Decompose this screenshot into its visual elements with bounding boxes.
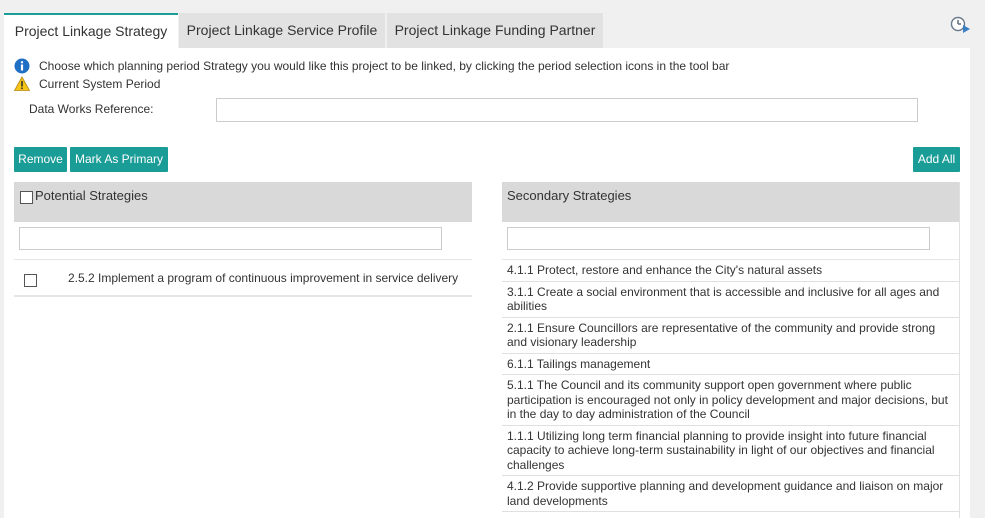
info-message xyxy=(14,58,729,74)
list-item[interactable]: 2.1.1 Ensure Councillors are representative of the community and provide strong and visionary leadership xyxy=(502,318,959,354)
secondary-filter-input[interactable] xyxy=(507,227,930,250)
list-item[interactable]: 3.1.1 Create a social environment that is accessible and inclusive for all ages and abilities xyxy=(502,282,959,318)
mark-as-primary-button[interactable]: Mark As Primary xyxy=(70,147,168,172)
list-item[interactable]: 5.1.1 The Council and its community support open government where public participation is encouraged not only in policy development and major decisions, but in the day to day administration of the Council xyxy=(502,375,959,426)
potential-filter-row xyxy=(14,222,472,260)
remove-button[interactable]: Remove xyxy=(14,147,67,172)
tab-bar xyxy=(0,0,985,48)
secondary-strategies-header xyxy=(502,182,959,222)
list-item[interactable]: 6.1.1 Tailings management xyxy=(502,354,959,376)
data-works-reference-input[interactable] xyxy=(216,98,918,122)
list-item[interactable]: 4.1.1 Protect, restore and enhance the City's natural assets xyxy=(502,260,959,282)
data-works-reference-label: Data Works Reference: xyxy=(29,102,154,116)
info-message-text: Choose which planning period Strategy you would like this project to be linked, by clicking the period selection icons in the tool bar xyxy=(39,59,730,73)
warning-message xyxy=(14,76,160,92)
tab-project-linkage-funding-partner[interactable]: Project Linkage Funding Partner xyxy=(387,13,603,48)
select-all-checkbox[interactable] xyxy=(20,191,33,204)
list-item-label: 2.5.2 Implement a program of continuous improvement in service delivery xyxy=(68,270,459,285)
add-all-button[interactable]: Add All xyxy=(913,147,960,172)
list-item[interactable]: 4.1.2 Provide supportive planning and development guidance and liaison on major land developments xyxy=(502,476,959,512)
secondary-strategies-title: Secondary Strategies xyxy=(507,188,632,203)
warning-icon xyxy=(14,76,30,92)
info-icon xyxy=(14,58,30,74)
list-item[interactable] xyxy=(14,260,472,297)
tab-project-linkage-strategy[interactable]: Project Linkage Strategy xyxy=(4,13,178,48)
tab-project-linkage-service-profile[interactable]: Project Linkage Service Profile xyxy=(179,13,385,48)
clock-arrow-icon[interactable] xyxy=(950,15,972,35)
potential-strategies-title: Potential Strategies xyxy=(35,188,148,203)
secondary-strategies-list xyxy=(502,182,960,518)
potential-strategies-list xyxy=(14,182,472,298)
strategy-panel xyxy=(4,48,970,518)
warning-message-text: Current System Period xyxy=(39,77,161,91)
potential-filter-input[interactable] xyxy=(19,227,442,250)
secondary-filter-row xyxy=(502,222,959,260)
potential-strategies-header xyxy=(14,182,472,222)
row-checkbox[interactable] xyxy=(24,274,37,287)
list-item[interactable]: 1.1.1 Utilizing long term financial planning to provide insight into future financial capacity to achieve long-term sustainability in light of our objectives and financial challenges xyxy=(502,426,959,477)
